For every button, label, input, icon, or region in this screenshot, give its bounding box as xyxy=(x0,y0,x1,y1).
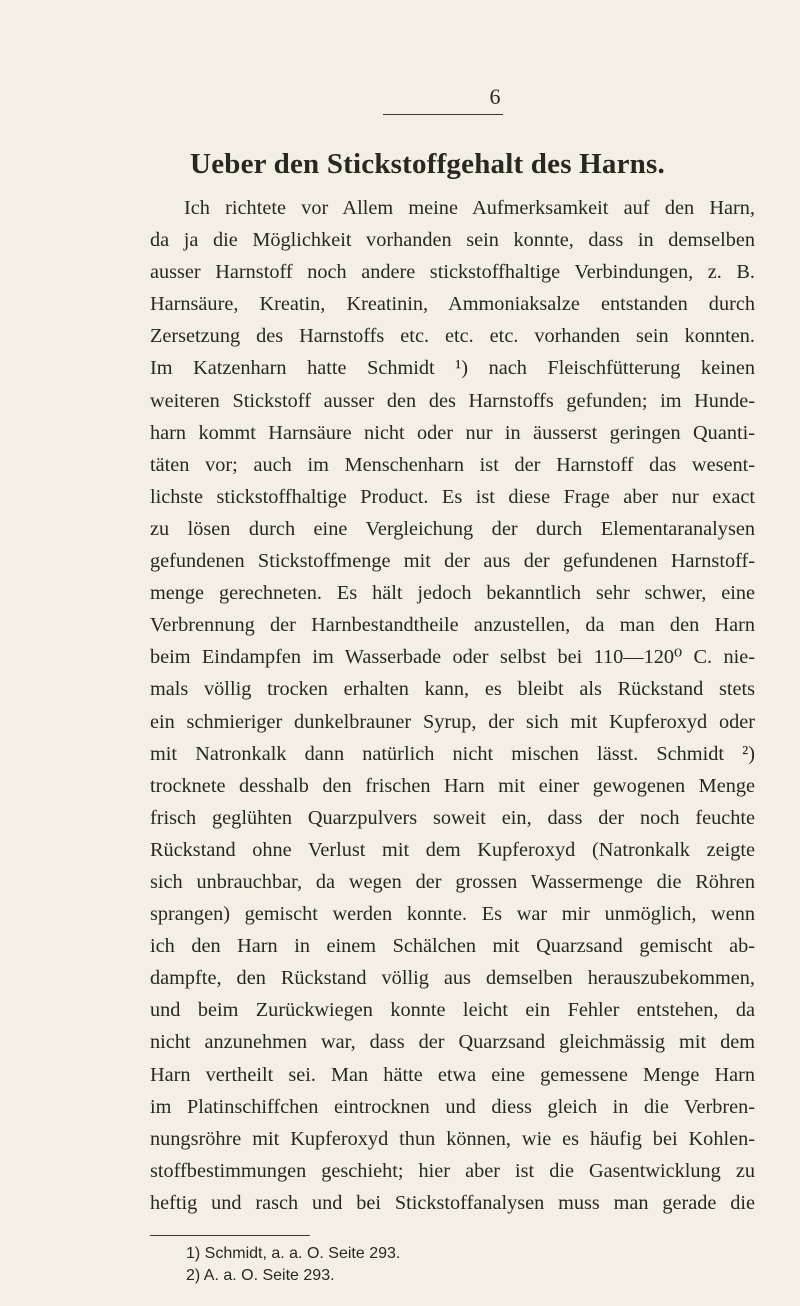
text-line: ich den Harn in einem Schälchen mit Quarzsand gemischt ab- xyxy=(150,935,755,958)
text-line: Rückstand ohne Verlust mit dem Kupferoxyd (Natronkalk zeigte xyxy=(150,838,755,861)
text-line: gefundenen Stickstoffmenge mit der aus der gefundenen Harnstoff- xyxy=(150,550,755,573)
text-line: ausser Harnstoff noch andere stickstoffhaltige Verbindungen, z. B. xyxy=(150,261,755,284)
text-line: mals völlig trocken erhalten kann, es bleibt als Rückstand stets xyxy=(150,678,755,701)
text-line: nungsröhre mit Kupferoxyd thun können, wie es häufig bei Kohlen- xyxy=(150,1127,755,1150)
text-line: ein schmieriger dunkelbrauner Syrup, der sich mit Kupferoxyd oder xyxy=(150,710,755,733)
footnotes xyxy=(186,1243,586,1287)
text-line: Harn vertheilt sei. Man hätte etwa eine gemessene Menge Harn xyxy=(150,1063,755,1086)
header-rule xyxy=(383,114,503,115)
text-line: mit Natronkalk dann natürlich nicht mischen lässt. Schmidt ²) xyxy=(150,742,755,765)
text-line: Im Katzenharn hatte Schmidt ¹) nach Fleischfütterung keinen xyxy=(150,357,755,380)
text-line: täten vor; auch im Menschenharn ist der Harnstoff das wesent- xyxy=(150,453,755,476)
text-line: sprangen) gemischt werden konnte. Es war mir unmöglich, wenn xyxy=(150,903,755,926)
footnote-2: 2) A. a. O. Seite 293. xyxy=(186,1267,335,1284)
text-line: und beim Zurückwiegen konnte leicht ein Fehler entstehen, da xyxy=(150,999,755,1022)
text-line: stoffbestimmungen geschieht; hier aber ist die Gasentwicklung zu xyxy=(150,1159,755,1182)
footnote-rule xyxy=(150,1235,310,1236)
text-line: im Platinschiffchen eintrocknen und diess gleich in die Verbren- xyxy=(150,1095,755,1118)
text-line: sich unbrauchbar, da wegen der grossen Wassermenge die Röhren xyxy=(150,870,755,893)
section-title: Ueber den Stickstoffgehalt des Harns. xyxy=(190,148,665,180)
text-line: trocknete desshalb den frischen Harn mit einer gewogenen Menge xyxy=(150,774,755,797)
text-line: Verbrennung der Harnbestandtheile anzustellen, da man den Harn xyxy=(150,614,755,637)
page-number: 6 xyxy=(489,84,501,109)
text-line: frisch geglühten Quarzpulvers soweit ein, dass der noch feuchte xyxy=(150,806,755,829)
text-line: heftig und rasch und bei Stickstoffanalysen muss man gerade die xyxy=(150,1191,755,1214)
text-line: beim Eindampfen im Wasserbade oder selbst bei 110—120⁰ C. nie- xyxy=(150,646,755,669)
text-line: Ich richtete vor Allem meine Aufmerksamkeit auf den Harn, xyxy=(184,197,755,219)
text-line: menge gerechneten. Es hält jedoch bekanntlich sehr schwer, eine xyxy=(150,582,755,605)
text-line: da ja die Möglichkeit vorhanden sein konnte, dass in demselben xyxy=(150,229,755,252)
text-line: Harnsäure, Kreatin, Kreatinin, Ammoniaksalze entstanden durch xyxy=(150,293,755,316)
text-line: harn kommt Harnsäure nicht oder nur in äusserst geringen Quanti- xyxy=(150,421,755,444)
text-line: dampfte, den Rückstand völlig aus demselben herauszubekommen, xyxy=(150,967,755,990)
text-line: Zersetzung des Harnstoffs etc. etc. etc. vorhanden sein konnten. xyxy=(150,325,755,348)
text-line: nicht anzunehmen war, dass der Quarzsand gleichmässig mit dem xyxy=(150,1031,755,1054)
body-paragraph xyxy=(150,192,755,1219)
text-line: weiteren Stickstoff ausser den des Harnstoffs gefunden; im Hunde- xyxy=(150,389,755,412)
text-line: zu lösen durch eine Vergleichung der durch Elementaranalysen xyxy=(150,517,755,540)
footnote-1: 1) Schmidt, a. a. O. Seite 293. xyxy=(186,1245,401,1262)
text-line: lichste stickstoffhaltige Product. Es ist diese Frage aber nur exact xyxy=(150,485,755,508)
